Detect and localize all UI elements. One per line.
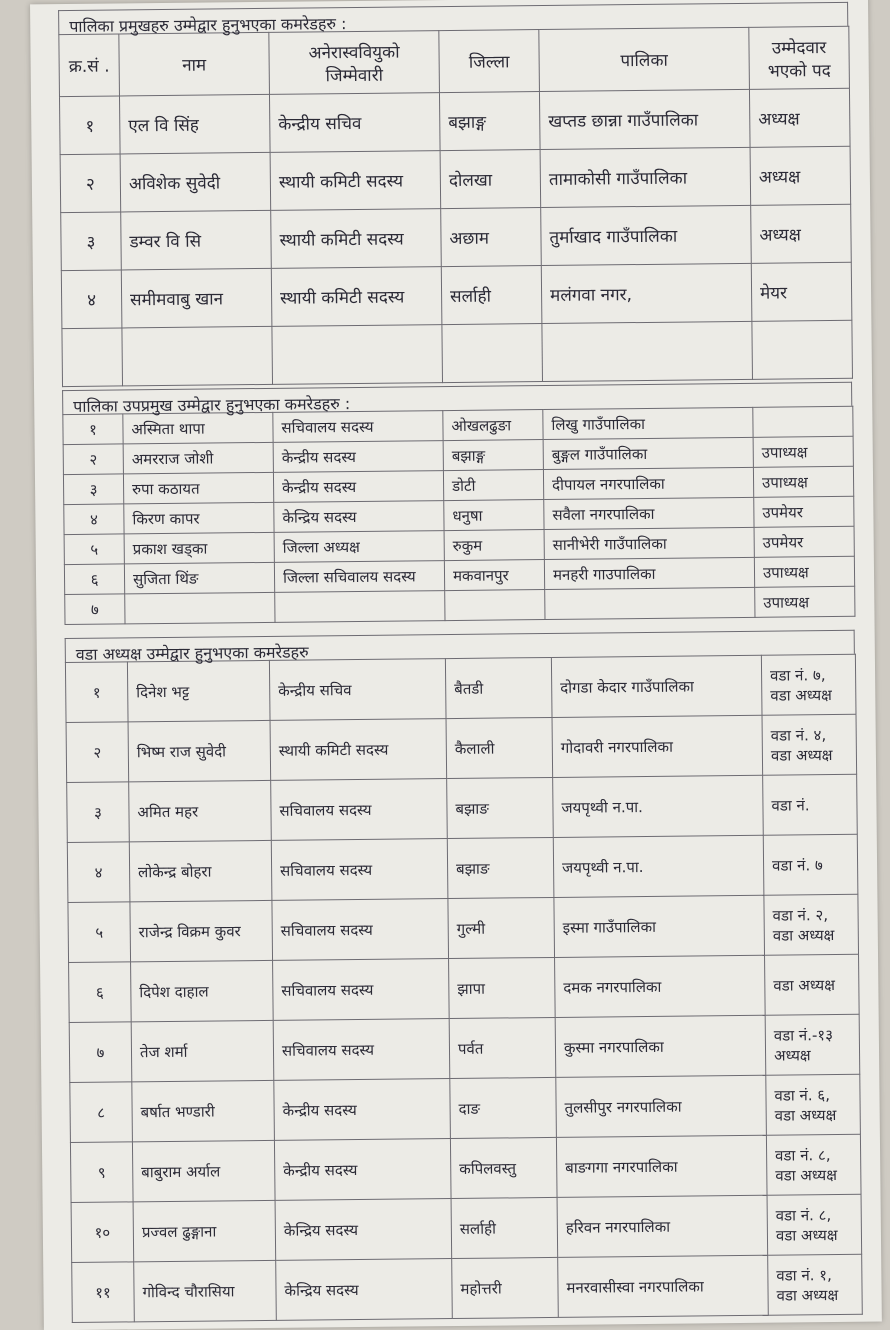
cell-name: राजेन्द्र विक्रम कुवर: [130, 900, 273, 961]
cell-post: उपाध्यक्ष: [754, 556, 854, 587]
cell-role: सचिवालय सदस्य: [271, 779, 448, 841]
cell-sn: ४: [67, 842, 130, 903]
cell-role: केन्द्रीय सचिव: [269, 93, 440, 153]
cell-post: अध्यक्ष: [750, 146, 851, 205]
table-row: [69, 1014, 860, 1082]
table-header-row: [59, 26, 850, 96]
section-title: वडा अध्यक्ष उम्मेद्वार हुनुभएका कमरेडहरु: [65, 630, 855, 662]
table-row: [67, 834, 858, 902]
cell-palika: लिखु गाउँपालिका: [543, 407, 753, 439]
cell-name: अस्मिता थापा: [123, 412, 273, 444]
cell-palika: गोदावरी नगरपालिका: [552, 715, 763, 777]
cell-post: वडा अध्यक्ष: [765, 954, 860, 1015]
cell-palika: दमक नगरपालिका: [555, 955, 766, 1017]
table-row: [61, 204, 852, 270]
cell-name: दिपेश दाहाल: [131, 960, 274, 1021]
cell-palika: इस्मा गाउँपालिका: [554, 895, 765, 957]
cell-post: वडा नं. १, वडा अध्यक्ष: [768, 1254, 863, 1315]
cell-palika: दोगडा केदार गाउँपालिका: [551, 655, 762, 717]
cell-post: उपाध्यक्ष: [753, 466, 853, 497]
section-palika-chiefs: [58, 2, 852, 387]
cell-palika: बाङगगा नगरपालिका: [556, 1135, 767, 1197]
cell-district: बझाङ: [447, 777, 554, 838]
section-deputy-chiefs: [62, 382, 854, 625]
cell-name: अविशेक सुवेदी: [120, 152, 271, 212]
cell-role: केन्द्रीय सचिव: [269, 659, 446, 721]
table-row: [61, 262, 852, 328]
cell-palika: बुङ्गल गाउँपालिका: [543, 437, 753, 469]
cell-post: अध्यक्ष: [749, 88, 850, 147]
cell-post: अध्यक्ष: [751, 204, 852, 263]
cell-role: स्थायी कमिटी सदस्य: [270, 151, 441, 211]
cell-district: पर्वत: [449, 1017, 556, 1078]
table-row: [69, 954, 860, 1022]
cell-post: वडा नं. ६, वडा अध्यक्ष: [766, 1074, 861, 1135]
cell-district: बझाङ: [447, 837, 554, 898]
cell-name: अमरराज जोशी: [123, 442, 273, 474]
cell-name: डम्वर वि सि: [121, 210, 272, 270]
header-district: जिल्ला: [439, 30, 540, 93]
cell-post: उपाध्यक्ष: [753, 436, 853, 467]
cell-sn: २: [63, 444, 123, 475]
ward-table: [65, 654, 863, 1323]
cell-post: वडा नं.: [763, 774, 858, 835]
cell-palika: कुस्मा नगरपालिका: [555, 1015, 766, 1077]
cell-palika: दीपायल नगरपालिका: [543, 467, 753, 499]
cell-district: सर्लाही: [441, 266, 542, 325]
header-name: नाम: [119, 32, 270, 96]
cell-role: केन्द्रिय सदस्य: [276, 1259, 453, 1321]
header-role: अनेरास्ववियुको जिम्मेवारी: [269, 31, 440, 95]
cell-sn: ४: [61, 270, 122, 329]
cell-palika: जयपृथ्वी न.पा.: [553, 835, 764, 897]
cell-name: एल वि सिंह: [119, 94, 270, 154]
cell-palika: हरिवन नगरपालिका: [557, 1195, 768, 1257]
cell-post: वडा नं. ८, वडा अध्यक्ष: [767, 1194, 862, 1255]
cell-name: लोकेन्द्र बोहरा: [129, 840, 272, 901]
cell-sn: १०: [71, 1202, 134, 1263]
cell-district: महोत्तरी: [452, 1257, 559, 1318]
cell-palika: मनरवासीस्वा नगरपालिका: [558, 1255, 769, 1317]
cell-district: [445, 590, 545, 621]
cell-post: वडा नं.-१३ अध्यक्ष: [765, 1014, 860, 1075]
cell-post: मेयर: [751, 262, 852, 321]
table-row: [72, 1254, 863, 1322]
cell-name: रुपा कठायत: [123, 472, 273, 504]
cell-post: वडा नं. ७: [763, 834, 858, 895]
cell-palika: खप्तड छान्ना गाउँपालिका: [539, 89, 750, 149]
cell-district: दाङ: [450, 1077, 557, 1138]
header-post: उम्मेदवार भएको पद: [749, 26, 850, 89]
cell-district: ओखलढुङा: [443, 410, 543, 441]
cell-sn: ३: [63, 474, 123, 505]
cell-name: समीमवाबु खान: [121, 268, 272, 328]
cell-sn: १: [65, 662, 128, 723]
cell-district: कपिलवस्तु: [450, 1137, 557, 1198]
empty-row: [62, 320, 853, 386]
cell-palika: मलंगवा नगर,: [541, 263, 752, 323]
table-row: [67, 774, 858, 842]
cell-role: स्थायी कमिटी सदस्य: [271, 267, 442, 327]
cell-role: केन्द्रीय सदस्य: [273, 471, 443, 503]
table-row: [71, 1194, 862, 1262]
cell-name: प्रकाश खड्का: [124, 532, 274, 564]
cell-district: गुल्मी: [448, 897, 555, 958]
cell-role: सचिवालय सदस्य: [272, 899, 449, 961]
chiefs-table: [58, 26, 853, 387]
cell-role: सचिवालय सदस्य: [273, 411, 443, 443]
cell-post: उपमेयर: [754, 526, 854, 557]
cell-sn: ७: [69, 1022, 132, 1083]
cell-sn: १: [59, 96, 120, 155]
cell-sn: २: [66, 722, 129, 783]
cell-post: वडा नं. ७, वडा अध्यक्ष: [761, 654, 856, 715]
cell-district: मकवानपुर: [444, 560, 544, 591]
table-row: [59, 88, 850, 154]
cell-sn: ८: [70, 1082, 133, 1143]
cell-name: गोविन्द चौरासिया: [134, 1260, 277, 1321]
section-title: पालिका उपप्रमुख उम्मेद्वार हुनुभएका कमरेडहरु :: [62, 382, 852, 414]
cell-palika: सवैला नगरपालिका: [544, 497, 754, 529]
cell-post: वडा नं. २, वडा अध्यक्ष: [764, 894, 859, 955]
cell-sn: ५: [68, 902, 131, 963]
cell-post: [753, 406, 853, 437]
table-row: [68, 894, 859, 962]
cell-sn: ३: [61, 212, 122, 271]
cell-palika: मनहरी गाउपालिका: [544, 557, 754, 589]
cell-role: केन्द्रिय सदस्य: [274, 501, 444, 533]
cell-name: बर्षात भण्डारी: [132, 1080, 275, 1141]
table-row: [65, 654, 856, 722]
cell-post: उपमेयर: [754, 496, 854, 527]
cell-district: सर्लाही: [451, 1197, 558, 1258]
cell-role: सचिवालय सदस्य: [273, 959, 450, 1021]
cell-palika: तामाकोसी गाउँपालिका: [540, 147, 751, 207]
cell-district: बझाङ्ग: [443, 440, 543, 471]
cell-palika: तुलसीपुर नगरपालिका: [556, 1075, 767, 1137]
cell-name: अमित महर: [129, 780, 272, 841]
cell-sn: ३: [67, 782, 130, 843]
cell-role: स्थायी कमिटी सदस्य: [271, 209, 442, 269]
cell-sn: ४: [64, 504, 124, 535]
cell-sn: ९: [70, 1142, 133, 1203]
cell-district: कैलाली: [446, 717, 553, 778]
cell-palika: सानीभेरी गाउँपालिका: [544, 527, 754, 559]
cell-name: किरण कापर: [124, 502, 274, 534]
cell-sn: ७: [65, 594, 125, 625]
cell-palika: तुर्माखाद गाउँपालिका: [541, 205, 752, 265]
cell-district: रुकुम: [444, 530, 544, 561]
cell-role: स्थायी कमिटी सदस्य: [270, 719, 447, 781]
cell-palika: [545, 587, 755, 619]
cell-name: प्रज्वल ढुङ्गाना: [133, 1200, 276, 1261]
cell-role: जिल्ला अध्यक्ष: [274, 531, 444, 563]
cell-sn: १: [63, 414, 123, 445]
cell-name: तेज शर्मा: [131, 1020, 274, 1081]
cell-district: धनुषा: [444, 500, 544, 531]
cell-role: केन्द्रीय सदस्य: [274, 1079, 451, 1141]
cell-sn: ६: [69, 962, 132, 1023]
cell-sn: ५: [64, 534, 124, 565]
table-row: [70, 1074, 861, 1142]
cell-district: बैतडी: [445, 657, 552, 718]
cell-district: अछाम: [441, 208, 542, 267]
section-ward-chairs: [65, 630, 862, 1323]
cell-role: जिल्ला सचिवालय सदस्य: [274, 561, 444, 593]
cell-name: भिष्म राज सुवेदी: [128, 720, 271, 781]
cell-name: दिनेश भट्ट: [127, 660, 270, 721]
cell-role: [275, 591, 445, 623]
cell-palika: जयपृथ्वी न.पा.: [553, 775, 764, 837]
header-sn: क्र.सं .: [59, 34, 120, 97]
cell-role: सचिवालय सदस्य: [271, 839, 448, 901]
cell-sn: २: [60, 154, 121, 213]
cell-post: उपाध्यक्ष: [755, 586, 855, 617]
table-row: [66, 714, 857, 782]
cell-name: सुजिता थिंङ: [124, 562, 274, 594]
cell-post: वडा नं. ४, वडा अध्यक्ष: [762, 714, 857, 775]
table-row: [70, 1134, 861, 1202]
deputies-table: [62, 406, 855, 625]
cell-sn: ६: [64, 564, 124, 595]
cell-district: डोटी: [443, 470, 543, 501]
cell-role: केन्द्रीय सदस्य: [274, 1139, 451, 1201]
header-palika: पालिका: [539, 27, 750, 91]
cell-name: बाबुराम अर्याल: [132, 1140, 275, 1201]
cell-district: बझाङ्ग: [439, 92, 540, 151]
cell-district: दोलखा: [440, 150, 541, 209]
cell-role: केन्द्रीय सदस्य: [273, 441, 443, 473]
table-row: [60, 146, 851, 212]
cell-role: केन्द्रिय सदस्य: [275, 1199, 452, 1261]
cell-role: सचिवालय सदस्य: [273, 1019, 450, 1081]
section-title: पालिका प्रमुखहरु उम्मेद्वार हुनुभएका कमरेडहरु :: [58, 2, 848, 34]
document-page: [30, 0, 882, 1330]
cell-sn: ११: [72, 1262, 135, 1323]
cell-post: वडा नं. ८, वडा अध्यक्ष: [766, 1134, 861, 1195]
cell-district: झापा: [449, 957, 556, 1018]
cell-name: [125, 592, 275, 624]
